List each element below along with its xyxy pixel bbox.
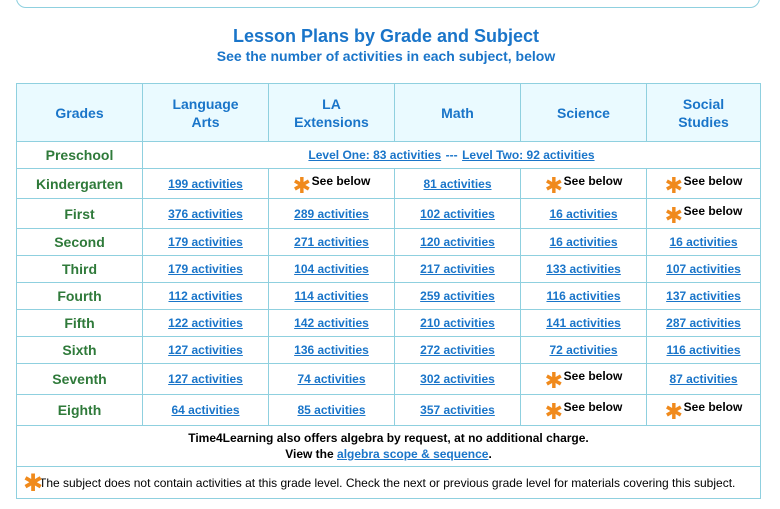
activities-link[interactable]: 112 activities	[168, 289, 243, 303]
top-panel	[16, 0, 760, 8]
algebra-view-prefix: View the	[285, 447, 334, 461]
algebra-view-suffix: .	[488, 447, 492, 461]
activities-link[interactable]: 357 activities	[420, 403, 495, 417]
table-cell	[521, 169, 647, 199]
table-cell	[143, 229, 269, 256]
grade-label: Fifth	[17, 310, 143, 337]
activities-link[interactable]: 136 activities	[294, 343, 369, 357]
table-cell	[269, 256, 395, 283]
table-cell	[269, 310, 395, 337]
grade-label: Eighth	[17, 395, 143, 426]
table-cell	[269, 283, 395, 310]
see-below-text: See below	[683, 203, 743, 218]
page-subtitle: See the number of activities in each subject, below	[216, 48, 556, 64]
table-cell	[521, 337, 647, 364]
activities-link[interactable]: 142 activities	[294, 316, 369, 330]
activities-link[interactable]: 127 activities	[168, 372, 243, 386]
algebra-note-line: Time4Learning also offers algebra by request, at no additional charge.	[188, 431, 589, 445]
activities-link[interactable]: 16 activities	[669, 235, 738, 249]
algebra-view-line	[17, 446, 760, 462]
activities-link[interactable]: 16 activities	[549, 235, 618, 249]
preschool-levels	[143, 142, 761, 169]
preschool-level-one-link[interactable]: Level One: 83 activities	[308, 148, 442, 162]
table-cell	[521, 256, 647, 283]
activities-link[interactable]: 72 activities	[549, 343, 618, 357]
table-cell	[269, 229, 395, 256]
asterisk-icon: ✱	[544, 172, 564, 198]
table-row	[17, 229, 761, 256]
table-cell	[647, 364, 761, 395]
activities-link[interactable]: 376 activities	[168, 206, 243, 221]
table-row	[17, 395, 761, 426]
algebra-note	[17, 426, 761, 467]
see-below-note	[664, 399, 743, 424]
table-cell	[647, 395, 761, 426]
asterisk-icon: ✱	[23, 470, 44, 497]
table-row	[17, 169, 761, 199]
see-below-note	[664, 202, 743, 228]
activities-link[interactable]: 259 activities	[420, 289, 495, 303]
footnote-text: The subject does not contain activities at this grade level. Check the next or previous grade level for materials covering this subject.	[39, 475, 736, 490]
grade-label: Preschool	[17, 142, 143, 169]
table-row	[17, 199, 761, 229]
table-cell	[521, 283, 647, 310]
asterisk-icon: ✱	[664, 399, 684, 424]
preschool-separator: ---	[445, 148, 458, 162]
activities-link[interactable]: 122 activities	[168, 316, 243, 330]
activities-link[interactable]: 116 activities	[666, 343, 741, 357]
activities-link[interactable]: 120 activities	[420, 235, 495, 249]
activities-link[interactable]: 102 activities	[420, 206, 495, 221]
table-cell	[521, 364, 647, 395]
table-cell	[395, 364, 521, 395]
activities-link[interactable]: 116 activities	[546, 289, 621, 303]
asterisk-icon: ✱	[544, 368, 564, 393]
table-row	[17, 283, 761, 310]
see-below-text: See below	[683, 173, 743, 188]
activities-link[interactable]: 179 activities	[168, 262, 243, 276]
table-cell	[269, 395, 395, 426]
table-cell	[521, 199, 647, 229]
table-cell	[521, 395, 647, 426]
grade-label: Kindergarten	[17, 169, 143, 199]
table-cell	[647, 337, 761, 364]
activities-link[interactable]: 87 activities	[669, 372, 738, 386]
table-row	[17, 310, 761, 337]
asterisk-icon: ✱	[664, 202, 684, 228]
activities-link[interactable]: 302 activities	[420, 372, 495, 386]
table-cell	[143, 283, 269, 310]
preschool-level-two-link[interactable]: Level Two: 92 activities	[462, 148, 595, 162]
column-header-4: Science	[521, 84, 647, 142]
see-below-text: See below	[311, 173, 371, 188]
activities-link[interactable]: 85 activities	[297, 403, 366, 417]
activities-link[interactable]: 272 activities	[420, 343, 495, 357]
column-header-0: Grades	[17, 84, 143, 142]
activities-link[interactable]: 141 activities	[546, 316, 621, 330]
table-cell	[521, 229, 647, 256]
activities-link[interactable]: 217 activities	[420, 262, 495, 276]
see-below-text: See below	[683, 400, 743, 414]
table-cell	[647, 256, 761, 283]
table-cell	[143, 199, 269, 229]
grade-label: Sixth	[17, 337, 143, 364]
activities-link[interactable]: 64 activities	[171, 403, 240, 417]
footnote-row	[17, 467, 761, 499]
table-cell	[395, 199, 521, 229]
table-cell	[143, 395, 269, 426]
see-below-text: See below	[563, 173, 623, 188]
table-cell	[269, 169, 395, 199]
grade-label: Third	[17, 256, 143, 283]
activities-link[interactable]: 179 activities	[168, 235, 243, 249]
table-cell	[143, 364, 269, 395]
table-cell	[395, 395, 521, 426]
see-below-note	[544, 399, 623, 424]
table-cell	[269, 337, 395, 364]
activities-link[interactable]: 271 activities	[294, 235, 369, 249]
table-cell	[647, 229, 761, 256]
activities-link[interactable]: 287 activities	[666, 316, 741, 330]
column-header-3: Math	[395, 84, 521, 142]
page-title: Lesson Plans by Grade and Subject	[232, 26, 540, 46]
see-below-text: See below	[563, 369, 623, 383]
table-cell	[395, 169, 521, 199]
activities-link[interactable]: 210 activities	[420, 316, 495, 330]
table-cell	[647, 169, 761, 199]
column-header-2: LA Extensions	[269, 84, 395, 142]
activities-link[interactable]: 137 activities	[666, 289, 741, 303]
asterisk-icon: ✱	[292, 172, 312, 198]
table-cell	[269, 364, 395, 395]
table-header-row	[17, 84, 761, 142]
lesson-plans-table	[16, 83, 761, 499]
activities-link[interactable]: 104 activities	[294, 262, 369, 276]
column-header-5: Social Studies	[647, 84, 761, 142]
table-cell	[143, 169, 269, 199]
table-cell	[521, 310, 647, 337]
activities-link[interactable]: 199 activities	[168, 176, 243, 191]
activities-link[interactable]: 114 activities	[294, 289, 369, 303]
table-row-preschool	[17, 142, 761, 169]
activities-link[interactable]: 74 activities	[297, 372, 366, 386]
activities-link[interactable]: 133 activities	[546, 262, 621, 276]
table-cell	[395, 229, 521, 256]
table-cell	[269, 199, 395, 229]
see-below-note	[664, 172, 743, 198]
table-cell	[143, 337, 269, 364]
grade-label: Fourth	[17, 283, 143, 310]
table-cell	[395, 310, 521, 337]
activities-link[interactable]: 16 activities	[549, 206, 618, 221]
column-header-1: Language Arts	[143, 84, 269, 142]
activities-link[interactable]: 107 activities	[666, 262, 741, 276]
activities-link[interactable]: 81 activities	[423, 176, 492, 191]
table-row	[17, 337, 761, 364]
see-below-note	[544, 172, 623, 198]
grade-label: Second	[17, 229, 143, 256]
table-row	[17, 364, 761, 395]
grade-label: First	[17, 199, 143, 229]
table-cell	[647, 310, 761, 337]
grade-label: Seventh	[17, 364, 143, 395]
activities-link[interactable]: 127 activities	[168, 343, 243, 357]
table-cell	[143, 310, 269, 337]
activities-link[interactable]: 289 activities	[294, 206, 369, 221]
asterisk-icon: ✱	[544, 399, 564, 424]
table-cell	[395, 256, 521, 283]
see-below-text: See below	[563, 400, 623, 414]
table-cell	[395, 337, 521, 364]
table-cell	[647, 199, 761, 229]
see-below-note	[292, 172, 371, 198]
table-cell	[395, 283, 521, 310]
algebra-scope-link[interactable]: algebra scope & sequence	[337, 447, 489, 461]
see-below-note	[544, 368, 623, 393]
asterisk-icon: ✱	[664, 172, 684, 198]
table-cell	[647, 283, 761, 310]
table-row	[17, 256, 761, 283]
table-cell	[143, 256, 269, 283]
